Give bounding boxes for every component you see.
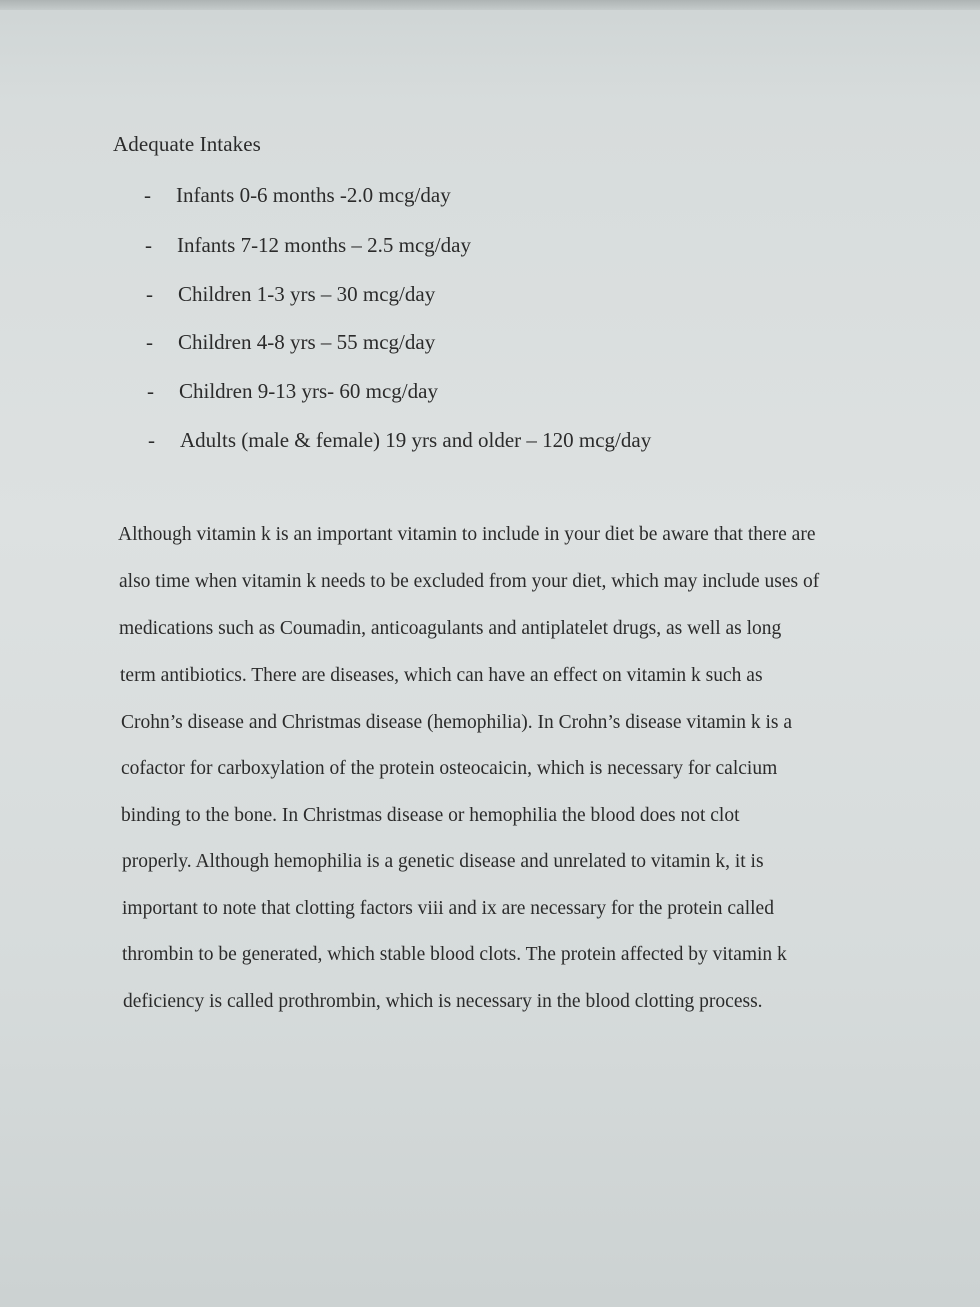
list-dash: -	[148, 428, 155, 452]
paragraph-line: Crohn’s disease and Christmas disease (hemophilia). In Crohn’s disease vitamin k is a	[121, 712, 793, 733]
paragraph-line: properly. Although hemophilia is a genetic disease and unrelated to vitamin k, it is	[122, 851, 764, 872]
list-item-text: Children 1-3 yrs – 30 mcg/day	[178, 282, 436, 306]
list-item-text: Adults (male & female) 19 yrs and older – 120 mcg/day	[180, 428, 652, 452]
list-item-text: Infants 7-12 months – 2.5 mcg/day	[177, 233, 471, 257]
paragraph-line: thrombin to be generated, which stable blood clots. The protein affected by vitamin k	[122, 944, 787, 965]
paragraph-line: term antibiotics. There are diseases, which can have an effect on vitamin k such as	[120, 665, 763, 686]
list-item-text: Children 4-8 yrs – 55 mcg/day	[178, 330, 436, 354]
paragraph-line: deficiency is called prothrombin, which is necessary in the blood clotting process.	[123, 991, 763, 1012]
paragraph-line: Although vitamin k is an important vitamin to include in your diet be aware that there are	[118, 524, 816, 545]
list-dash: -	[146, 282, 153, 306]
list-item-text: Infants 0-6 months -2.0 mcg/day	[176, 183, 451, 207]
list-item-text: Children 9-13 yrs- 60 mcg/day	[179, 379, 438, 403]
section-heading: Adequate Intakes	[113, 132, 261, 156]
paragraph-line: also time when vitamin k needs to be excluded from your diet, which may include uses of	[119, 571, 820, 592]
list-dash: -	[146, 330, 153, 354]
paragraph-line: medications such as Coumadin, anticoagulants and antiplatelet drugs, as well as long	[119, 618, 782, 639]
paragraph-line: important to note that clotting factors viii and ix are necessary for the protein called	[122, 898, 774, 919]
list-dash: -	[147, 379, 154, 403]
list-dash: -	[145, 233, 152, 257]
paragraph-line: cofactor for carboxylation of the protein osteocaicin, which is necessary for calcium	[121, 758, 778, 779]
paragraph-line: binding to the bone. In Christmas disease or hemophilia the blood does not clot	[121, 805, 740, 826]
list-dash: -	[144, 183, 151, 207]
